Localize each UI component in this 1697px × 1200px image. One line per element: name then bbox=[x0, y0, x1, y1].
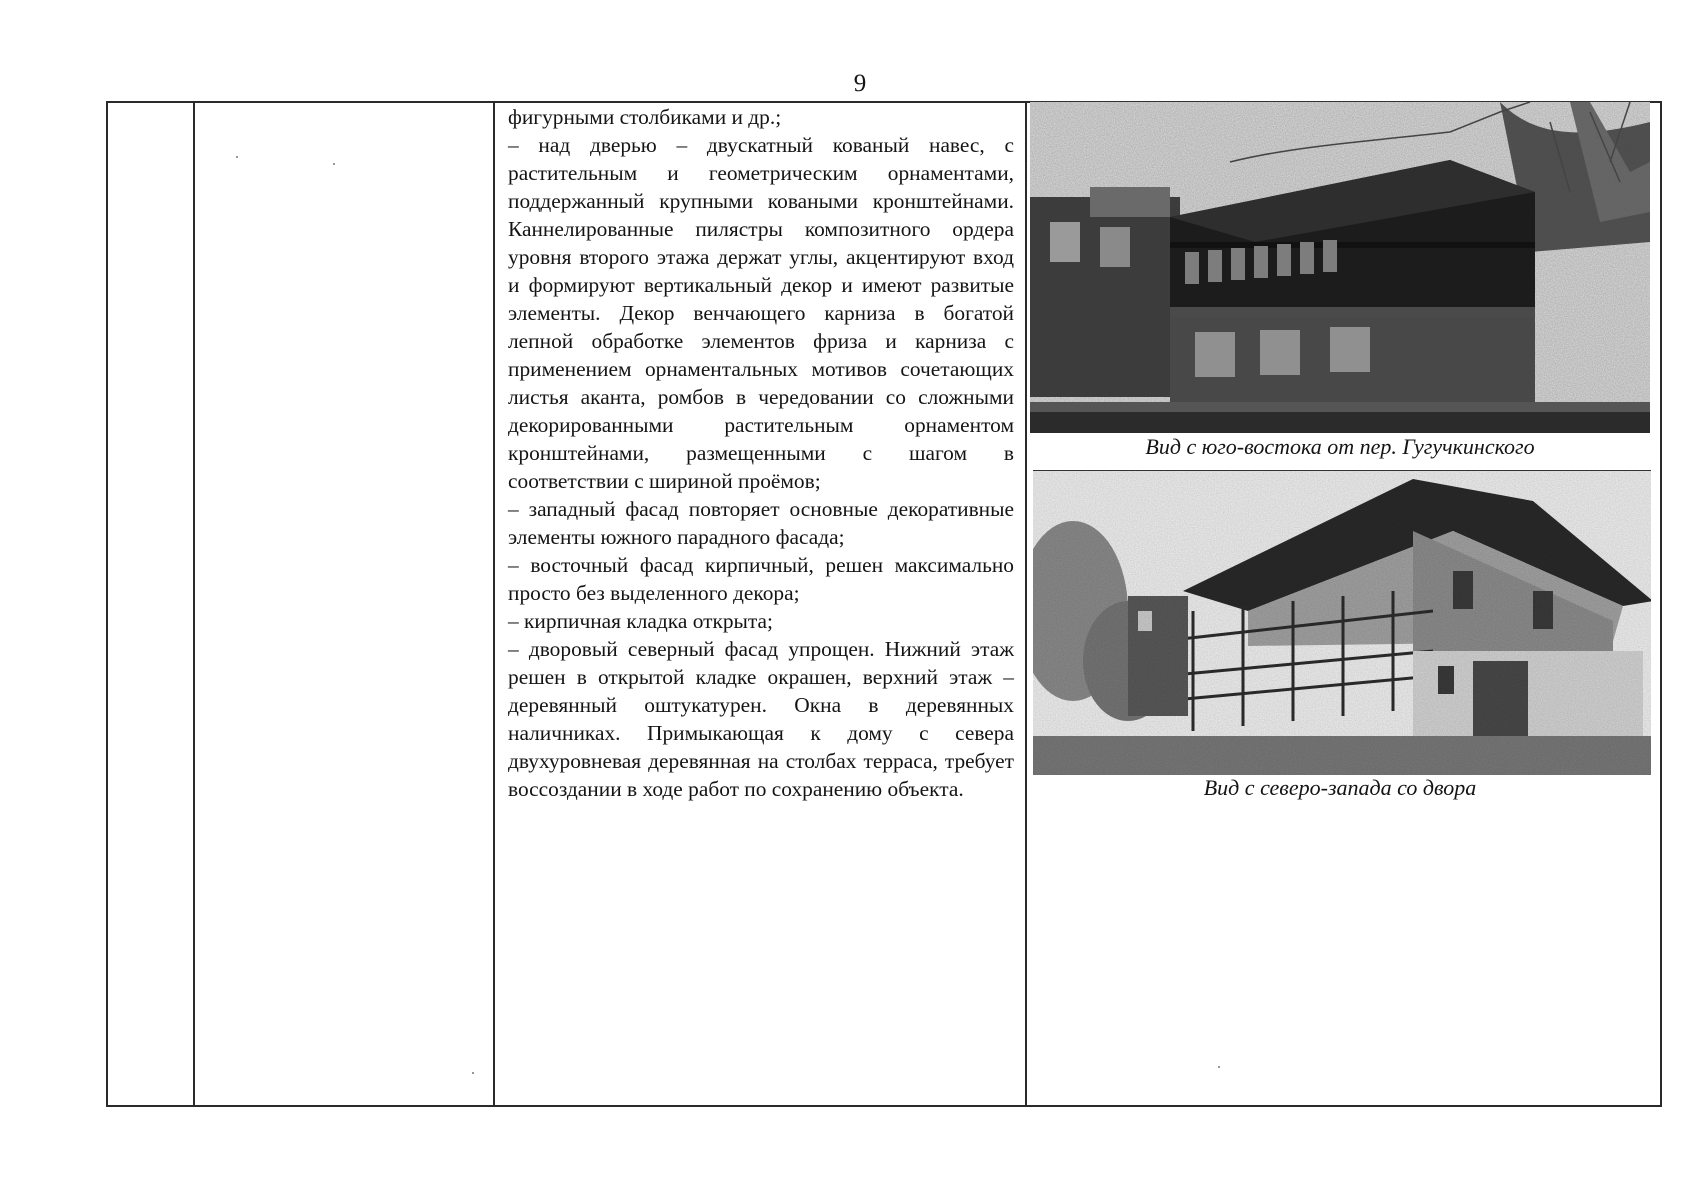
column-divider bbox=[493, 103, 495, 1105]
column-divider bbox=[1025, 103, 1027, 1105]
description-paragraph: – кирпичная кладка открыта; bbox=[508, 609, 773, 633]
description-paragraph: – дворовый северный фасад упрощен. Нижний этаж решен в открытой кладке окрашен, верхний этаж – деревянный оштукатурен. Окна в деревянных наличниках. Примыкающая к дому с севера двухуровневая деревянная на столбах терраса, требует воссоздании в ходе работ по сохранению объекта. bbox=[508, 637, 1014, 801]
scan-speck bbox=[472, 1072, 474, 1074]
page-number: 9 bbox=[853, 70, 867, 97]
description-paragraph: – западный фасад повторяет основные декоративные элементы южного парадного фасада; bbox=[508, 497, 1014, 549]
description-paragraph: фигурными столбиками и др.; bbox=[508, 105, 782, 129]
scan-speck bbox=[1218, 1066, 1220, 1068]
photo-southeast-view bbox=[1030, 101, 1650, 433]
description-paragraph: – над дверью – двускатный кованый навес, с растительным и геометрическим орнаментами, поддержанный крупными коваными кронштейнами. Каннелированные пилястры композитного ордера уровня второго этажа держат углы, акцентируют вход и формируют вертикальный декор и имеют развитые элементы. Декор венчающего карниза в богатой лепной обработке элементов фриза и карниза с применением орнаментальных мотивов сочетающих листья аканта, ромбов в чередовании со сложными декорированными растительным орнаментом кронштейнами, размещенными с шагом в соответствии с шириной проёмов; bbox=[508, 133, 1014, 493]
scan-speck bbox=[333, 163, 335, 165]
column-divider bbox=[193, 103, 195, 1105]
description-paragraph: – восточный фасад кирпичный, решен максимально просто без выделенного декора; bbox=[508, 553, 1014, 605]
photo-caption: Вид с северо-запада со двора bbox=[1203, 775, 1477, 800]
photo-northwest-view bbox=[1033, 470, 1651, 775]
facade-description bbox=[508, 103, 1014, 803]
photo-caption: Вид с юго-востока от пер. Гугучкинского bbox=[1145, 434, 1535, 459]
scan-speck bbox=[236, 156, 238, 158]
